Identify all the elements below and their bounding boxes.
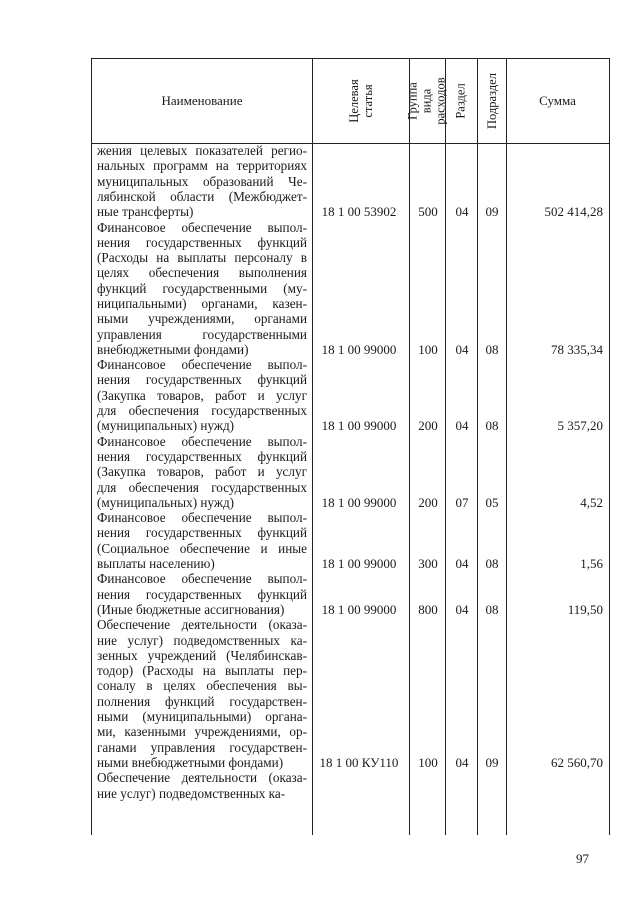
row-name-line: ные трансферты) — [97, 204, 194, 220]
table-row — [92, 143, 609, 220]
row-target-article: 18 1 00 99000 — [321, 418, 397, 434]
row-target-article: 18 1 00 99000 — [321, 556, 397, 572]
row-subsection: 08 — [485, 341, 499, 357]
row-name-line: для обеспечения государственных — [97, 403, 307, 419]
row-name-line: Обеспечение деятельности (оказа- — [97, 770, 307, 786]
table-row — [92, 434, 609, 511]
row-section: 04 — [455, 556, 469, 572]
row-expense-group: 100 — [418, 754, 438, 770]
row-name — [97, 434, 307, 510]
row-name-line: (Иные бюджетные ассигнования) — [97, 601, 285, 617]
row-subsection: 08 — [485, 601, 499, 617]
budget-table — [91, 58, 610, 835]
row-name-line: нения государственных функций — [97, 234, 307, 250]
row-name-line: нения государственных функций — [97, 586, 307, 602]
row-name-line: (Расходы на выплаты персоналу в — [97, 250, 307, 266]
row-name-line: (Закупка товаров, работ и услуг — [97, 387, 307, 403]
row-subsection: 09 — [485, 204, 499, 220]
row-name-line: ниципальными) органами, казен- — [97, 295, 307, 311]
row-name-line: ми, казенными учреждениями, ор- — [97, 724, 307, 740]
row-target-article: 18 1 00 99000 — [321, 601, 397, 617]
row-name-line: муниципальных образований Че- — [97, 173, 307, 189]
row-name-line: Финансовое обеспечение выпол- — [97, 510, 307, 526]
row-expense-group: 200 — [418, 418, 438, 434]
row-name-line: Финансовое обеспечение выпол- — [97, 219, 307, 235]
row-name-line: (муниципальных) нужд) — [97, 494, 235, 510]
header-amount-cell — [506, 59, 609, 143]
row-name-line: Финансовое обеспечение выпол- — [97, 433, 307, 449]
row-section: 04 — [455, 204, 469, 220]
row-amount: 1,56 — [580, 556, 603, 572]
table-row — [92, 571, 609, 617]
table-row — [92, 220, 609, 358]
header-amount: Сумма — [539, 93, 576, 108]
row-name-line: полнения функций государствен- — [97, 693, 307, 709]
row-name-line: ными учреждениями, органами — [97, 311, 307, 327]
header-section: Раздел — [454, 83, 469, 119]
row-expense-group: 800 — [418, 601, 438, 617]
row-name-line: функций государственными (му- — [97, 280, 307, 296]
row-name-line: ганами управления государствен- — [97, 739, 307, 755]
row-amount: 119,50 — [567, 601, 603, 617]
header-expense-group: Группа вида расходов — [406, 77, 449, 125]
row-name-line: Финансовое обеспечение выпол- — [97, 357, 307, 373]
row-section: 04 — [455, 754, 469, 770]
row-expense-group: 500 — [418, 204, 438, 220]
header-section-cell — [445, 59, 477, 143]
row-name-line: ние услуг) подведомственных ка- — [97, 785, 286, 801]
row-expense-group: 200 — [418, 494, 438, 510]
row-name-line: для обеспечения государственных — [97, 479, 307, 495]
row-target-article: 18 1 00 КУ110 — [319, 754, 399, 770]
row-section: 04 — [455, 418, 469, 434]
row-amount: 62 560,70 — [551, 754, 603, 770]
row-subsection: 09 — [485, 754, 499, 770]
table-row — [92, 770, 609, 801]
row-name-line: (муниципальных) нужд) — [97, 418, 235, 434]
row-name-line: жения целевых показателей регио- — [97, 143, 307, 158]
page-number: 97 — [576, 851, 589, 866]
row-subsection: 05 — [485, 494, 499, 510]
row-name-line: Финансовое обеспечение выпол- — [97, 571, 307, 587]
table-row — [92, 510, 609, 571]
row-name — [97, 617, 307, 770]
row-name-line: тодор) (Расходы на выплаты пер- — [97, 663, 307, 679]
row-name-line: лябинской области (Межбюджет- — [97, 188, 307, 204]
row-amount: 502 414,28 — [544, 204, 603, 220]
row-name-line: (Закупка товаров, работ и услуг — [97, 464, 307, 480]
header-target-article: Целевая статья — [346, 79, 375, 123]
table-header — [92, 58, 609, 144]
row-name — [97, 143, 307, 219]
row-amount: 5 357,20 — [557, 418, 603, 434]
row-name-line: Обеспечение деятельности (оказа- — [97, 617, 307, 633]
row-amount: 4,52 — [580, 494, 603, 510]
row-name-line: ными (муниципальными) органа- — [97, 709, 307, 725]
row-expense-group: 300 — [418, 556, 438, 572]
header-subsection-cell — [477, 59, 506, 143]
header-name-cell — [92, 59, 312, 143]
table-row — [92, 617, 609, 770]
row-name-line: целях обеспечения выполнения — [97, 265, 307, 281]
row-section: 04 — [455, 601, 469, 617]
row-target-article: 18 1 00 99000 — [321, 494, 397, 510]
row-section: 04 — [455, 341, 469, 357]
row-expense-group: 100 — [418, 341, 438, 357]
row-section: 07 — [455, 494, 469, 510]
row-name-line: ние услуг) подведомственных ка- — [97, 632, 307, 648]
header-name: Наименование — [161, 93, 243, 108]
row-target-article: 18 1 00 99000 — [321, 341, 397, 357]
row-subsection: 08 — [485, 418, 499, 434]
row-amount: 78 335,34 — [551, 341, 603, 357]
row-name — [97, 770, 307, 801]
row-name-line: внебюджетными фондами) — [97, 341, 249, 357]
row-name — [97, 571, 307, 617]
header-group-cell — [406, 59, 449, 143]
row-target-article: 18 1 00 53902 — [321, 204, 397, 220]
row-name-line: нальных программ на территориях — [97, 158, 307, 174]
row-name-line: нения государственных функций — [97, 525, 307, 541]
row-name-line: соналу в целях обеспечения вы- — [97, 678, 307, 694]
row-name-line: нения государственных функций — [97, 448, 307, 464]
header-target-cell — [312, 59, 409, 143]
row-name — [97, 357, 307, 433]
row-name-line: (Социальное обеспечение и иные — [97, 540, 307, 556]
row-name — [97, 510, 307, 571]
row-name — [97, 220, 307, 358]
row-name-line: зенных учреждений (Челябинскав- — [97, 647, 307, 663]
table-row — [92, 357, 609, 434]
row-name-line: ными внебюджетными фондами) — [97, 754, 284, 770]
row-name-line: выплаты населению) — [97, 556, 215, 572]
row-subsection: 08 — [485, 556, 499, 572]
row-name-line: нения государственных функций — [97, 372, 307, 388]
row-name-line: управления государственными — [97, 326, 307, 342]
header-subsection: Подраздел — [484, 73, 499, 129]
